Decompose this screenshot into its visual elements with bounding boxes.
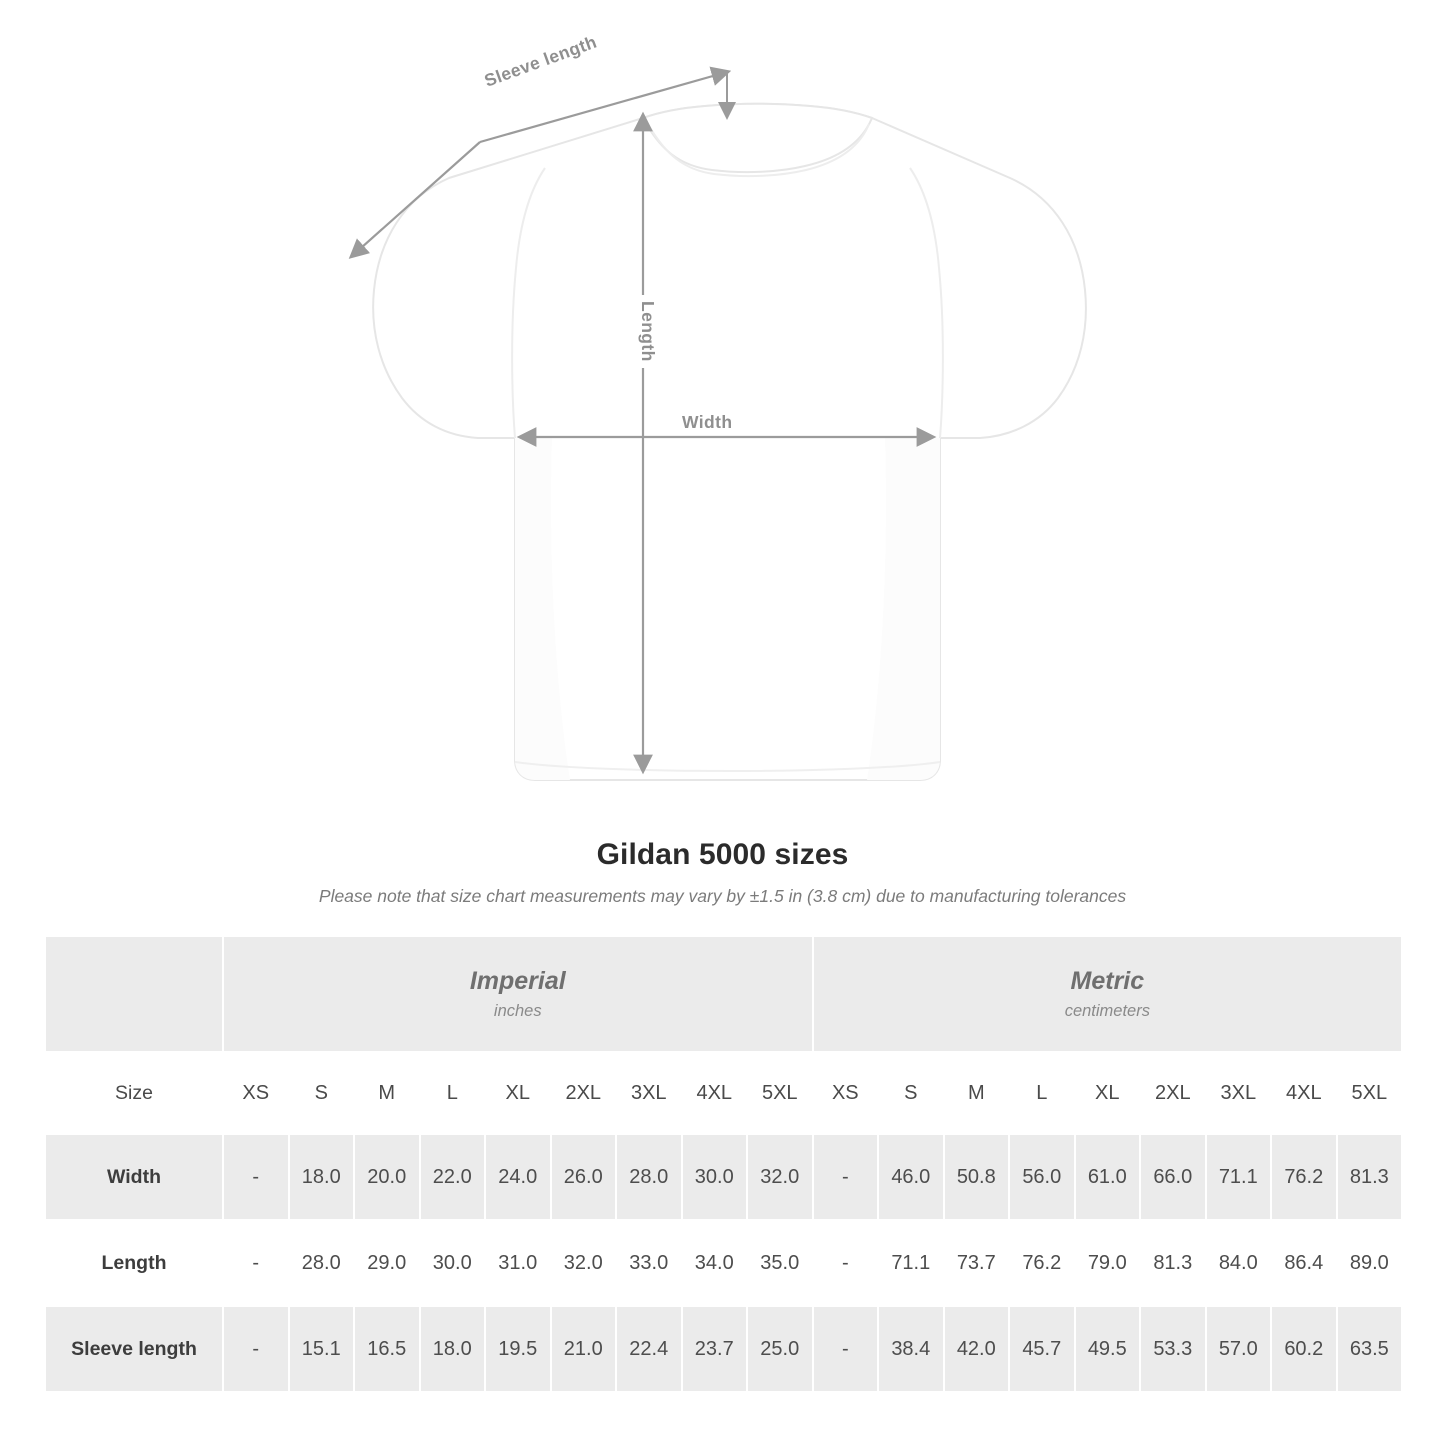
cell-width-metric-s: 46.0 xyxy=(878,1134,944,1220)
cell-sleeve-metric-5xl: 63.5 xyxy=(1337,1306,1403,1392)
cell-width-imperial-l: 22.0 xyxy=(420,1134,486,1220)
width-label: Width xyxy=(672,412,742,433)
cell-sleeve-metric-xs: - xyxy=(813,1306,879,1392)
size-table xyxy=(44,935,1403,1393)
cell-length-imperial-3xl: 33.0 xyxy=(616,1220,682,1306)
cell-sleeve-metric-xl: 49.5 xyxy=(1075,1306,1141,1392)
table-row xyxy=(45,1306,1402,1392)
cell-sleeve-imperial-m: 16.5 xyxy=(354,1306,420,1392)
unit-header-spacer xyxy=(45,936,223,1052)
cell-length-imperial-xl: 31.0 xyxy=(485,1220,551,1306)
cell-length-imperial-s: 28.0 xyxy=(289,1220,355,1306)
cell-width-metric-xl: 61.0 xyxy=(1075,1134,1141,1220)
header-size-imperial-l: L xyxy=(420,1052,486,1134)
header-size-imperial-3xl: 3XL xyxy=(616,1052,682,1134)
cell-width-imperial-s: 18.0 xyxy=(289,1134,355,1220)
cell-length-metric-3xl: 84.0 xyxy=(1206,1220,1272,1306)
cell-sleeve-imperial-5xl: 25.0 xyxy=(747,1306,813,1392)
cell-width-metric-l: 56.0 xyxy=(1009,1134,1075,1220)
cell-width-imperial-4xl: 30.0 xyxy=(682,1134,748,1220)
cell-length-metric-m: 73.7 xyxy=(944,1220,1010,1306)
cell-length-metric-2xl: 81.3 xyxy=(1140,1220,1206,1306)
unit-header-imperial xyxy=(223,936,813,1052)
cell-length-metric-s: 71.1 xyxy=(878,1220,944,1306)
unit-header-row xyxy=(45,936,1402,1052)
cell-length-metric-5xl: 89.0 xyxy=(1337,1220,1403,1306)
unit-metric-name: Metric xyxy=(1070,967,1145,995)
unit-imperial-name: Imperial xyxy=(469,967,566,995)
cell-width-imperial-5xl: 32.0 xyxy=(747,1134,813,1220)
header-size-metric-2xl: 2XL xyxy=(1140,1052,1206,1134)
row-label-width: Width xyxy=(45,1134,223,1220)
tshirt-shape xyxy=(373,104,1086,780)
cell-length-metric-xs: - xyxy=(813,1220,879,1306)
row-label-length: Length xyxy=(45,1220,223,1306)
table-row xyxy=(45,1220,1402,1306)
header-size-imperial-xs: XS xyxy=(223,1052,289,1134)
cell-width-metric-5xl: 81.3 xyxy=(1337,1134,1403,1220)
size-header-row xyxy=(45,1052,1402,1134)
header-size-imperial-5xl: 5XL xyxy=(747,1052,813,1134)
header-size-metric-xl: XL xyxy=(1075,1052,1141,1134)
header-size-metric-m: M xyxy=(944,1052,1010,1134)
cell-sleeve-imperial-2xl: 21.0 xyxy=(551,1306,617,1392)
tolerance-note: Please note that size chart measurements may vary by ±1.5 in (3.8 cm) due to manufacturing tolerances xyxy=(318,886,1127,906)
header-size-metric-5xl: 5XL xyxy=(1337,1052,1403,1134)
sleeve-length-label: Sleeve length xyxy=(476,30,605,94)
cell-width-imperial-2xl: 26.0 xyxy=(551,1134,617,1220)
size-table-wrap xyxy=(44,935,1401,1393)
header-size-metric-4xl: 4XL xyxy=(1271,1052,1337,1134)
cell-sleeve-imperial-4xl: 23.7 xyxy=(682,1306,748,1392)
cell-length-imperial-m: 29.0 xyxy=(354,1220,420,1306)
cell-length-imperial-5xl: 35.0 xyxy=(747,1220,813,1306)
title-block xyxy=(0,838,1445,907)
cell-sleeve-metric-3xl: 57.0 xyxy=(1206,1306,1272,1392)
header-size-metric-l: L xyxy=(1009,1052,1075,1134)
cell-length-imperial-2xl: 32.0 xyxy=(551,1220,617,1306)
cell-width-metric-3xl: 71.1 xyxy=(1206,1134,1272,1220)
cell-width-imperial-xs: - xyxy=(223,1134,289,1220)
header-size: Size xyxy=(45,1052,223,1134)
header-size-metric-xs: XS xyxy=(813,1052,879,1134)
header-size-imperial-xl: XL xyxy=(485,1052,551,1134)
unit-imperial-sub: inches xyxy=(493,1002,542,1020)
cell-length-metric-xl: 79.0 xyxy=(1075,1220,1141,1306)
table-row xyxy=(45,1134,1402,1220)
header-size-imperial-2xl: 2XL xyxy=(551,1052,617,1134)
header-size-metric-3xl: 3XL xyxy=(1206,1052,1272,1134)
cell-sleeve-metric-s: 38.4 xyxy=(878,1306,944,1392)
cell-length-imperial-4xl: 34.0 xyxy=(682,1220,748,1306)
unit-metric-sub: centimeters xyxy=(1064,1002,1150,1020)
cell-width-metric-4xl: 76.2 xyxy=(1271,1134,1337,1220)
length-label: Length xyxy=(634,295,660,368)
page-title: Gildan 5000 sizes xyxy=(596,838,849,871)
cell-sleeve-imperial-3xl: 22.4 xyxy=(616,1306,682,1392)
cell-sleeve-metric-2xl: 53.3 xyxy=(1140,1306,1206,1392)
cell-sleeve-imperial-xl: 19.5 xyxy=(485,1306,551,1392)
row-label-sleeve-length: Sleeve length xyxy=(45,1306,223,1392)
cell-width-imperial-m: 20.0 xyxy=(354,1134,420,1220)
cell-sleeve-metric-4xl: 60.2 xyxy=(1271,1306,1337,1392)
cell-length-metric-4xl: 86.4 xyxy=(1271,1220,1337,1306)
cell-width-imperial-xl: 24.0 xyxy=(485,1134,551,1220)
header-size-imperial-4xl: 4XL xyxy=(682,1052,748,1134)
unit-header-metric xyxy=(813,936,1403,1052)
cell-sleeve-imperial-l: 18.0 xyxy=(420,1306,486,1392)
cell-sleeve-metric-m: 42.0 xyxy=(944,1306,1010,1392)
cell-length-imperial-xs: - xyxy=(223,1220,289,1306)
cell-sleeve-imperial-s: 15.1 xyxy=(289,1306,355,1392)
cell-sleeve-metric-l: 45.7 xyxy=(1009,1306,1075,1392)
cell-sleeve-imperial-xs: - xyxy=(223,1306,289,1392)
cell-width-imperial-3xl: 28.0 xyxy=(616,1134,682,1220)
cell-width-metric-xs: - xyxy=(813,1134,879,1220)
cell-width-metric-2xl: 66.0 xyxy=(1140,1134,1206,1220)
header-size-metric-s: S xyxy=(878,1052,944,1134)
cell-width-metric-m: 50.8 xyxy=(944,1134,1010,1220)
header-size-imperial-s: S xyxy=(289,1052,355,1134)
cell-length-metric-l: 76.2 xyxy=(1009,1220,1075,1306)
header-size-imperial-m: M xyxy=(354,1052,420,1134)
cell-length-imperial-l: 30.0 xyxy=(420,1220,486,1306)
